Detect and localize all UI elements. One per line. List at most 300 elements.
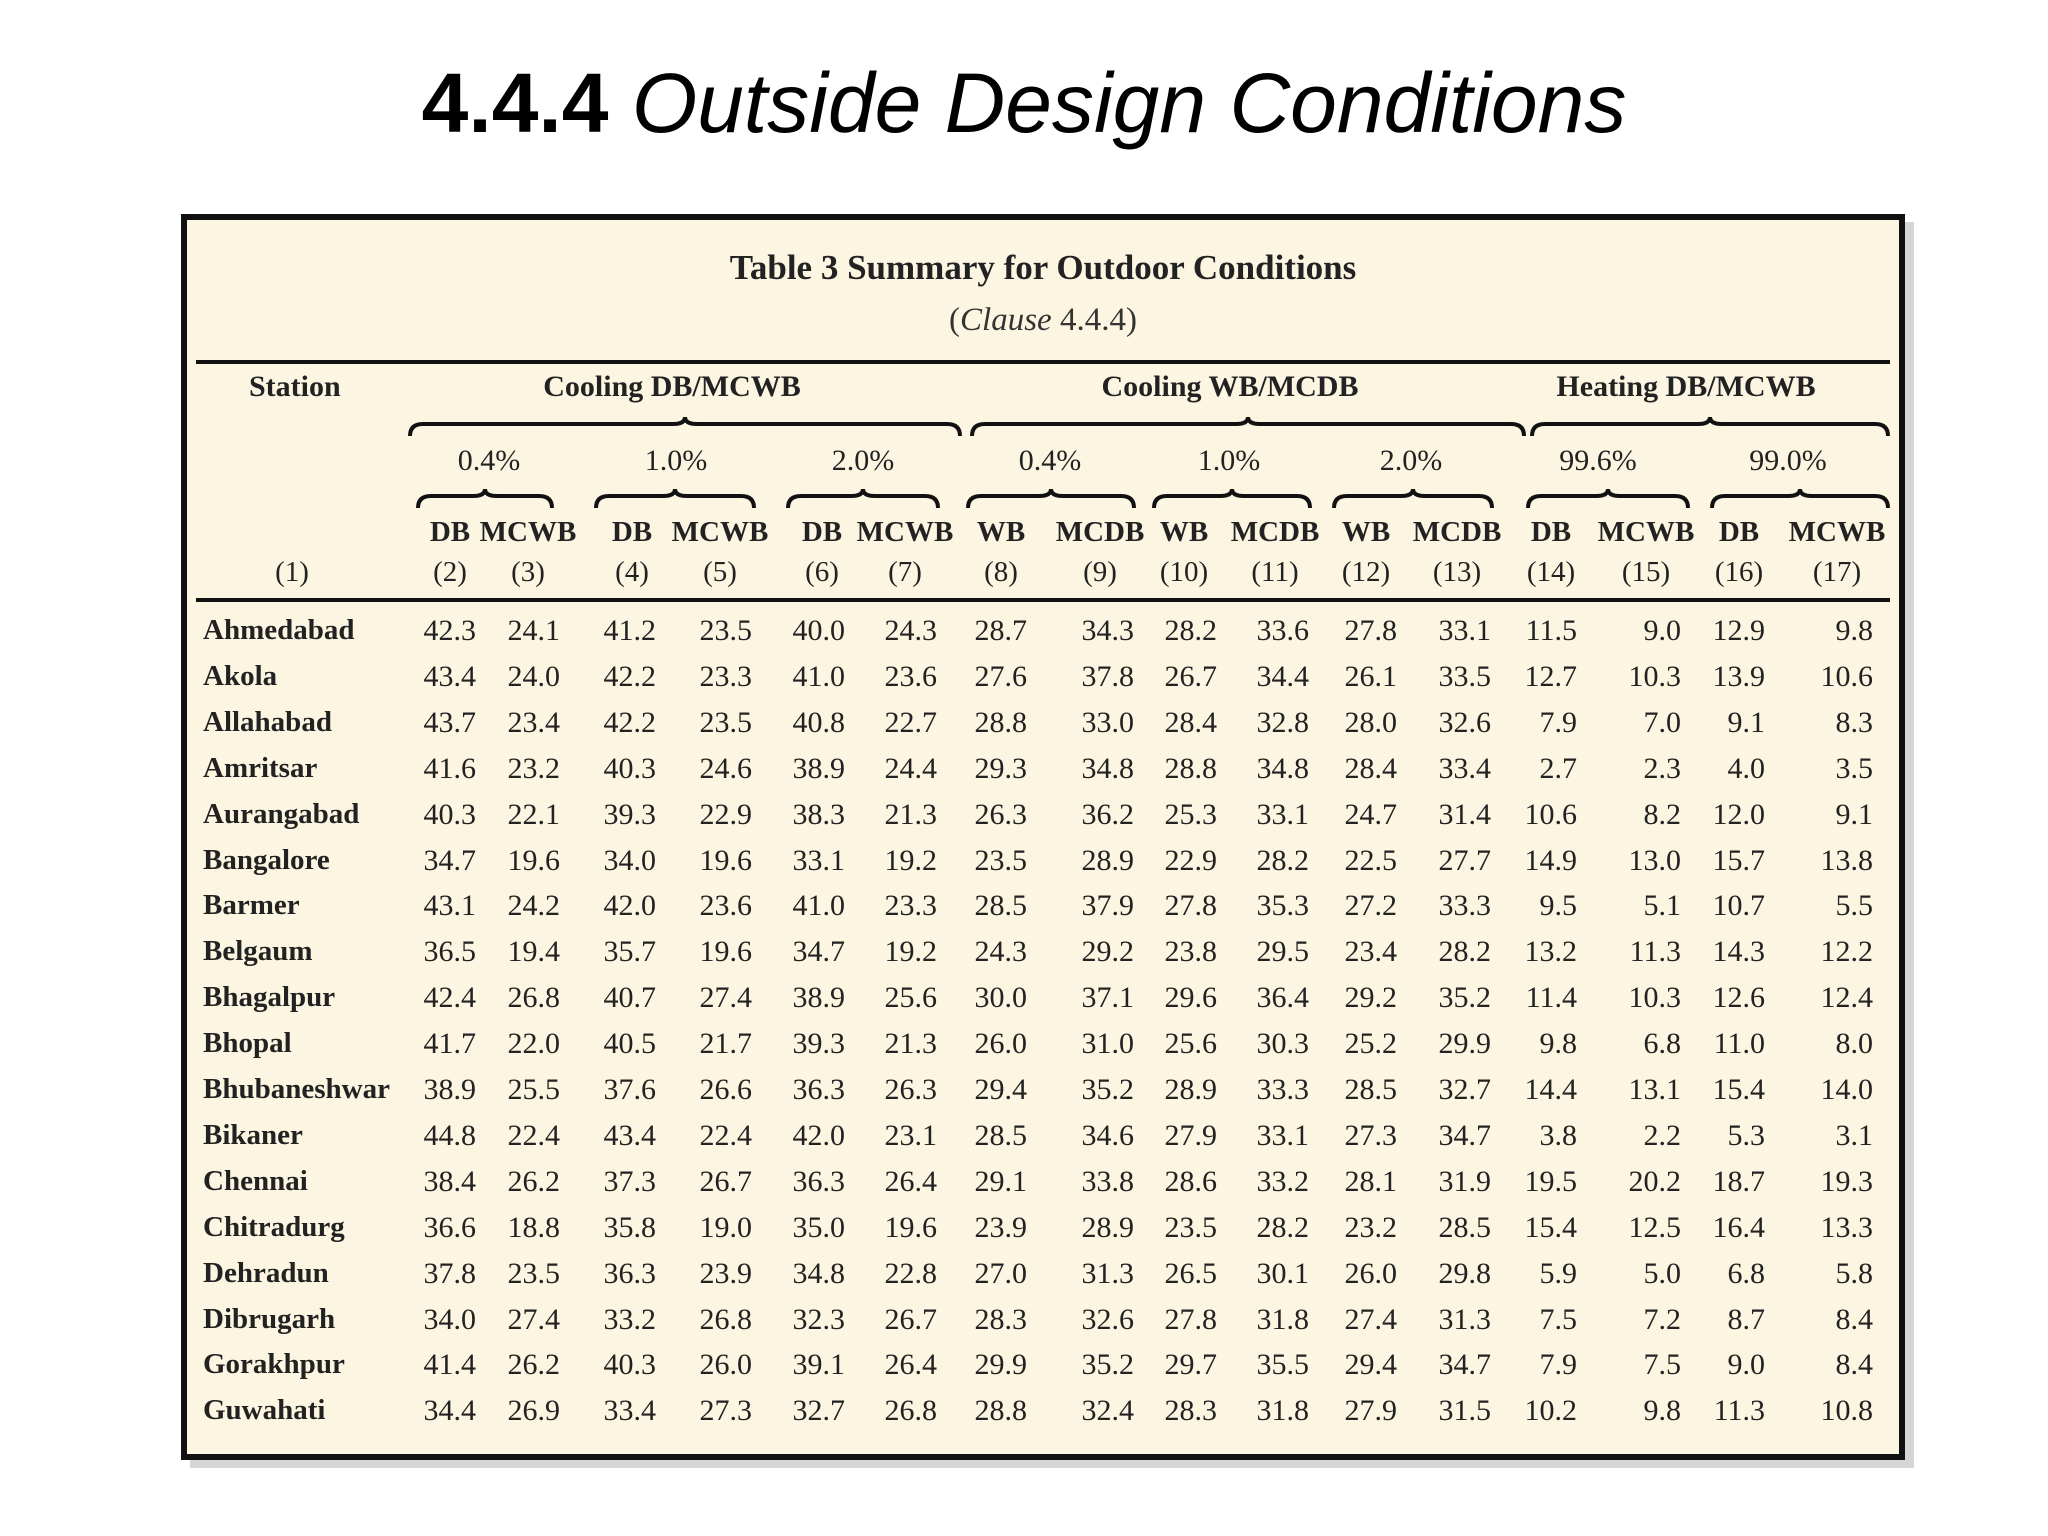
table-cell: 34.0 <box>603 843 656 877</box>
table-top-rule <box>196 360 1890 364</box>
table-row <box>187 752 1899 798</box>
table-cell: 39.3 <box>792 1027 845 1061</box>
table-cell: 40.3 <box>603 751 656 785</box>
table-row <box>187 844 1899 890</box>
table-cell: 9.8 <box>1835 614 1873 647</box>
table-cell: 26.8 <box>884 1394 937 1428</box>
table-cell: 26.2 <box>507 1164 560 1198</box>
table-cell: 27.8 <box>1344 614 1397 647</box>
column-header: MCWB <box>1788 516 1886 548</box>
table-cell: 26.0 <box>699 1348 752 1382</box>
table-cell: 9.5 <box>1539 889 1577 923</box>
table-cell: 29.8 <box>1438 1256 1491 1290</box>
table-cell: 28.8 <box>1164 751 1217 785</box>
column-number: (13) <box>1432 556 1482 588</box>
table-cell: 19.2 <box>884 843 937 877</box>
section-title: Outside Design Conditions <box>631 56 1627 150</box>
table-cell: 36.2 <box>1081 797 1134 831</box>
table-cell: 23.5 <box>699 614 752 647</box>
column-header: WB <box>976 516 1026 548</box>
table-cell: 34.3 <box>1081 614 1134 647</box>
column-header: MCWB <box>1597 516 1695 548</box>
table-cell: 9.1 <box>1727 705 1765 739</box>
table-cell: 22.9 <box>1164 843 1217 877</box>
table-cell: 40.0 <box>792 614 845 647</box>
percentile-brace <box>595 488 755 510</box>
table-cell: 26.2 <box>507 1348 560 1382</box>
table-cell: 21.3 <box>884 797 937 831</box>
table-cell: 4.0 <box>1727 751 1765 785</box>
table-cell: 12.2 <box>1820 935 1873 969</box>
table-cell: 19.6 <box>884 1210 937 1244</box>
column-header: DB <box>611 516 653 548</box>
percentile-header: 2.0% <box>1379 444 1443 477</box>
table-cell: 8.2 <box>1643 797 1681 831</box>
table-cell: 30.3 <box>1256 1027 1309 1061</box>
table-cell: 34.7 <box>792 935 845 969</box>
percentile-header: 0.4% <box>1018 444 1082 477</box>
table-cell: 31.8 <box>1256 1302 1309 1336</box>
table-cell: 33.6 <box>1256 614 1309 647</box>
table-cell: 34.0 <box>423 1302 476 1336</box>
table-cell: 11.4 <box>1525 981 1577 1015</box>
table-cell: 19.4 <box>507 935 560 969</box>
table-panel <box>181 214 1905 1460</box>
table-cell: 32.4 <box>1081 1394 1134 1428</box>
table-cell: 33.3 <box>1256 1073 1309 1106</box>
table-cell: 24.4 <box>884 751 937 785</box>
table-cell: 38.3 <box>792 797 845 831</box>
table-cell: 27.4 <box>699 981 752 1015</box>
table-cell: 32.6 <box>1081 1302 1134 1336</box>
column-header: WB <box>1159 516 1209 548</box>
subtitle-prefix: ( <box>949 302 961 338</box>
station-name: Bhubaneshwar <box>203 1073 390 1105</box>
table-cell: 35.2 <box>1438 981 1491 1015</box>
table-cell: 26.0 <box>974 1027 1027 1061</box>
station-name: Belgaum <box>203 935 313 968</box>
table-cell: 29.6 <box>1164 981 1217 1015</box>
table-cell: 9.0 <box>1643 614 1681 647</box>
table-cell: 39.1 <box>792 1348 845 1382</box>
table-cell: 35.0 <box>792 1210 845 1244</box>
table-cell: 8.0 <box>1835 1027 1873 1061</box>
table-cell: 15.7 <box>1712 843 1765 877</box>
percentile-brace <box>1527 488 1689 510</box>
table-cell: 14.0 <box>1820 1073 1873 1106</box>
table-cell: 10.6 <box>1820 659 1873 693</box>
table-cell: 10.7 <box>1712 889 1765 923</box>
table-cell: 9.8 <box>1643 1394 1681 1428</box>
table-cell: 3.1 <box>1835 1118 1873 1152</box>
table-row <box>187 706 1899 752</box>
table-row <box>187 614 1899 660</box>
column-header: MCDB <box>1055 516 1145 548</box>
table-cell: 34.6 <box>1081 1118 1134 1152</box>
table-row <box>187 1303 1899 1349</box>
station-name: Guwahati <box>203 1394 326 1427</box>
table-cell: 26.9 <box>507 1394 560 1428</box>
table-cell: 28.9 <box>1164 1073 1217 1106</box>
station-name: Allahabad <box>203 705 332 738</box>
table-cell: 18.8 <box>507 1210 560 1244</box>
table-cell: 11.3 <box>1713 1394 1765 1428</box>
table-row <box>187 981 1899 1027</box>
table-cell: 24.3 <box>884 614 937 647</box>
table-cell: 31.3 <box>1438 1302 1491 1336</box>
station-header: Station <box>249 370 341 403</box>
table-cell: 33.1 <box>792 843 845 877</box>
table-cell: 23.6 <box>699 889 752 923</box>
table-cell: 26.7 <box>699 1164 752 1198</box>
percentile-brace <box>417 488 553 510</box>
table-cell: 32.6 <box>1438 705 1491 739</box>
table-cell: 31.3 <box>1081 1256 1134 1290</box>
table-cell: 7.9 <box>1539 1348 1577 1382</box>
table-cell: 41.7 <box>423 1027 476 1061</box>
table-cell: 41.0 <box>792 659 845 693</box>
table-cell: 33.2 <box>1256 1164 1309 1198</box>
table-cell: 28.0 <box>1344 705 1397 739</box>
table-cell: 34.7 <box>1438 1118 1491 1152</box>
table-cell: 36.6 <box>423 1210 476 1244</box>
column-header: DB <box>1718 516 1760 548</box>
table-cell: 16.4 <box>1712 1210 1765 1244</box>
table-cell: 28.5 <box>974 1118 1027 1152</box>
table-row <box>187 889 1899 935</box>
column-number: (4) <box>615 556 649 588</box>
table-cell: 33.5 <box>1438 659 1491 693</box>
station-name: Chennai <box>203 1164 308 1197</box>
table-cell: 13.8 <box>1820 843 1873 877</box>
table-cell: 10.3 <box>1628 981 1681 1015</box>
table-cell: 11.3 <box>1629 935 1681 969</box>
table-cell: 38.9 <box>792 751 845 785</box>
table-cell: 9.0 <box>1727 1348 1765 1382</box>
percentile-brace <box>967 488 1135 510</box>
table-cell: 33.0 <box>1081 705 1134 739</box>
table-header-rule <box>196 598 1890 602</box>
table-cell: 8.7 <box>1727 1302 1765 1336</box>
table-cell: 29.9 <box>1438 1027 1491 1061</box>
table-cell: 26.8 <box>507 981 560 1015</box>
table-cell: 39.3 <box>603 797 656 831</box>
table-cell: 8.3 <box>1835 705 1873 739</box>
table-row <box>187 1119 1899 1165</box>
table-cell: 26.4 <box>884 1164 937 1198</box>
table-cell: 23.5 <box>974 843 1027 877</box>
group-header: Cooling WB/MCDB <box>1101 370 1359 403</box>
station-name: Barmer <box>203 889 300 922</box>
table-cell: 26.0 <box>1344 1256 1397 1290</box>
table-cell: 28.8 <box>974 1394 1027 1428</box>
table-cell: 25.2 <box>1344 1027 1397 1061</box>
table-row <box>187 798 1899 844</box>
column-header: DB <box>429 516 471 548</box>
table-cell: 27.6 <box>974 659 1027 693</box>
table-cell: 22.4 <box>699 1118 752 1152</box>
table-cell: 24.6 <box>699 751 752 785</box>
station-name: Gorakhpur <box>203 1348 345 1381</box>
table-cell: 3.5 <box>1835 751 1873 785</box>
table-cell: 22.8 <box>884 1256 937 1290</box>
percentile-header: 1.0% <box>644 444 708 477</box>
table-cell: 26.6 <box>699 1073 752 1106</box>
table-cell: 25.6 <box>884 981 937 1015</box>
table-cell: 27.8 <box>1164 1302 1217 1336</box>
table-cell: 3.8 <box>1539 1118 1577 1152</box>
table-cell: 26.8 <box>699 1302 752 1336</box>
table-cell: 22.9 <box>699 797 752 831</box>
table-cell: 31.4 <box>1438 797 1491 831</box>
percentile-header: 0.4% <box>457 444 521 477</box>
table-cell: 37.8 <box>1081 659 1134 693</box>
table-cell: 27.8 <box>1164 889 1217 923</box>
table-cell: 35.7 <box>603 935 656 969</box>
station-name: Aurangabad <box>203 797 360 830</box>
station-name: Bhagalpur <box>203 981 336 1014</box>
table-cell: 28.5 <box>1438 1210 1491 1244</box>
table-row <box>187 1394 1899 1440</box>
station-name: Bhopal <box>203 1027 292 1060</box>
column-number: (3) <box>511 556 545 588</box>
column-header: DB <box>1530 516 1572 548</box>
table-cell: 12.9 <box>1712 614 1765 647</box>
subtitle-clause: Clause <box>960 302 1052 338</box>
column-header: DB <box>801 516 843 548</box>
table-cell: 7.5 <box>1643 1348 1681 1382</box>
table-cell: 34.4 <box>423 1394 476 1428</box>
table-cell: 7.5 <box>1539 1302 1577 1336</box>
table-cell: 19.0 <box>699 1210 752 1244</box>
table-cell: 37.1 <box>1081 981 1134 1015</box>
table-cell: 25.3 <box>1164 797 1217 831</box>
column-number: (11) <box>1251 556 1299 588</box>
table-cell: 44.8 <box>423 1118 476 1152</box>
table-cell: 33.1 <box>1256 797 1309 831</box>
table-cell: 23.6 <box>884 659 937 693</box>
table-cell: 23.5 <box>1164 1210 1217 1244</box>
table-cell: 6.8 <box>1643 1027 1681 1061</box>
table-cell: 12.7 <box>1524 659 1577 693</box>
table-cell: 31.0 <box>1081 1027 1134 1061</box>
table-cell: 29.4 <box>974 1073 1027 1106</box>
table-cell: 28.3 <box>974 1302 1027 1336</box>
column-number: (7) <box>888 556 922 588</box>
table-cell: 5.0 <box>1643 1256 1681 1290</box>
table-cell: 31.8 <box>1256 1394 1309 1428</box>
table-cell: 12.4 <box>1820 981 1873 1015</box>
table-cell: 14.9 <box>1524 843 1577 877</box>
table-cell: 29.7 <box>1164 1348 1217 1382</box>
column-number: (12) <box>1341 556 1391 588</box>
table-cell: 34.8 <box>1081 751 1134 785</box>
table-cell: 24.7 <box>1344 797 1397 831</box>
table-cell: 37.9 <box>1081 889 1134 923</box>
table-cell: 10.8 <box>1820 1394 1873 1428</box>
table-cell: 29.3 <box>974 751 1027 785</box>
table-cell: 40.5 <box>603 1027 656 1061</box>
table-cell: 38.9 <box>423 1073 476 1106</box>
table-cell: 33.4 <box>1438 751 1491 785</box>
table-cell: 32.8 <box>1256 705 1309 739</box>
table-cell: 8.4 <box>1835 1302 1873 1336</box>
table-cell: 22.7 <box>884 705 937 739</box>
table-cell: 42.0 <box>792 1118 845 1152</box>
table-cell: 21.7 <box>699 1027 752 1061</box>
table-cell: 7.0 <box>1643 705 1681 739</box>
table-cell: 43.7 <box>423 705 476 739</box>
table-cell: 36.3 <box>603 1256 656 1290</box>
column-number: (2) <box>433 556 467 588</box>
table-cell: 42.0 <box>603 889 656 923</box>
table-cell: 40.7 <box>603 981 656 1015</box>
table-cell: 29.2 <box>1344 981 1397 1015</box>
percentile-brace <box>1153 488 1311 510</box>
table-cell: 22.0 <box>507 1027 560 1061</box>
table-cell: 37.6 <box>603 1073 656 1106</box>
table-cell: 26.7 <box>1164 659 1217 693</box>
table-cell: 27.3 <box>699 1394 752 1428</box>
table-cell: 28.9 <box>1081 1210 1134 1244</box>
table-cell: 26.7 <box>884 1302 937 1336</box>
table-cell: 9.8 <box>1539 1027 1577 1061</box>
table-cell: 40.8 <box>792 705 845 739</box>
table-cell: 19.6 <box>507 843 560 877</box>
table-cell: 19.5 <box>1524 1164 1577 1198</box>
table-cell: 27.7 <box>1438 843 1491 877</box>
table-cell: 36.4 <box>1256 981 1309 1015</box>
column-number: (8) <box>984 556 1018 588</box>
table-cell: 23.5 <box>699 705 752 739</box>
table-cell: 25.6 <box>1164 1027 1217 1061</box>
percentile-header: 1.0% <box>1197 444 1261 477</box>
percentile-header: 2.0% <box>831 444 895 477</box>
table-cell: 33.1 <box>1256 1118 1309 1152</box>
group-brace <box>409 416 961 438</box>
table-cell: 23.2 <box>507 751 560 785</box>
table-row <box>187 1073 1899 1119</box>
table-cell: 23.2 <box>1344 1210 1397 1244</box>
table-cell: 18.7 <box>1712 1164 1765 1198</box>
column-number: (14) <box>1526 556 1576 588</box>
table-cell: 37.3 <box>603 1164 656 1198</box>
station-name: Chitradurg <box>203 1210 345 1243</box>
table-cell: 13.1 <box>1628 1073 1681 1106</box>
table-cell: 14.3 <box>1712 935 1765 969</box>
table-cell: 28.1 <box>1344 1164 1397 1198</box>
station-name: Ahmedabad <box>203 614 355 646</box>
table-cell: 26.3 <box>974 797 1027 831</box>
table-row <box>187 1165 1899 1211</box>
table-cell: 20.2 <box>1628 1164 1681 1198</box>
percentile-header: 99.6% <box>1559 444 1637 477</box>
table-cell: 21.3 <box>884 1027 937 1061</box>
table-cell: 22.4 <box>507 1118 560 1152</box>
table-cell: 29.2 <box>1081 935 1134 969</box>
table-cell: 28.2 <box>1438 935 1491 969</box>
table-cell: 38.4 <box>423 1164 476 1198</box>
table-cell: 28.6 <box>1164 1164 1217 1198</box>
table-cell: 35.3 <box>1256 889 1309 923</box>
table-cell: 7.2 <box>1643 1302 1681 1336</box>
table-cell: 27.0 <box>974 1256 1027 1290</box>
table-cell: 41.6 <box>423 751 476 785</box>
table-cell: 14.4 <box>1524 1073 1577 1106</box>
column-number: (6) <box>805 556 839 588</box>
table-cell: 8.4 <box>1835 1348 1873 1382</box>
table-cell: 32.7 <box>1438 1073 1491 1106</box>
table-cell: 43.1 <box>423 889 476 923</box>
station-name: Dibrugarh <box>203 1302 336 1335</box>
table-cell: 30.0 <box>974 981 1027 1015</box>
table-cell: 26.1 <box>1344 659 1397 693</box>
station-name: Amritsar <box>203 751 318 784</box>
table-cell: 28.4 <box>1344 751 1397 785</box>
table-cell: 29.9 <box>974 1348 1027 1382</box>
table-cell: 28.9 <box>1081 843 1134 877</box>
table-cell: 13.9 <box>1712 659 1765 693</box>
table-cell: 34.7 <box>1438 1348 1491 1382</box>
table-cell: 23.9 <box>699 1256 752 1290</box>
table-cell: 27.4 <box>507 1302 560 1336</box>
table-cell: 10.6 <box>1524 797 1577 831</box>
column-number: (16) <box>1714 556 1764 588</box>
table-cell: 23.4 <box>507 705 560 739</box>
table-cell: 13.2 <box>1524 935 1577 969</box>
group-brace <box>1531 416 1889 438</box>
table-cell: 7.9 <box>1539 705 1577 739</box>
table-cell: 31.5 <box>1438 1394 1491 1428</box>
group-header: Cooling DB/MCWB <box>543 370 801 403</box>
group-header: Heating DB/MCWB <box>1556 370 1816 403</box>
table-cell: 19.2 <box>884 935 937 969</box>
table-cell: 40.3 <box>603 1348 656 1382</box>
table-subtitle <box>187 302 1899 339</box>
table-cell: 35.2 <box>1081 1348 1134 1382</box>
table-cell: 10.3 <box>1628 659 1681 693</box>
group-brace <box>971 416 1525 438</box>
table-cell: 19.6 <box>699 843 752 877</box>
table-cell: 28.5 <box>1344 1073 1397 1106</box>
table-row <box>187 1348 1899 1394</box>
station-name: Bikaner <box>203 1118 303 1151</box>
table-cell: 28.4 <box>1164 705 1217 739</box>
table-cell: 32.7 <box>792 1394 845 1428</box>
table-cell: 5.5 <box>1835 889 1873 923</box>
table-cell: 2.3 <box>1643 751 1681 785</box>
table-cell: 28.2 <box>1256 1210 1309 1244</box>
subtitle-suffix: 4.4.4) <box>1051 302 1137 338</box>
percentile-header: 99.0% <box>1749 444 1827 477</box>
column-header: WB <box>1341 516 1391 548</box>
table-cell: 26.4 <box>884 1348 937 1382</box>
percentile-brace <box>787 488 939 510</box>
table-cell: 41.4 <box>423 1348 476 1382</box>
table-cell: 11.0 <box>1713 1027 1765 1061</box>
table-cell: 23.1 <box>884 1118 937 1152</box>
table-cell: 24.1 <box>507 614 560 647</box>
page-title <box>0 55 2048 152</box>
table-cell: 15.4 <box>1712 1073 1765 1106</box>
table-cell: 34.8 <box>1256 751 1309 785</box>
table-cell: 29.4 <box>1344 1348 1397 1382</box>
station-column-number: (1) <box>275 556 309 588</box>
table-cell: 28.3 <box>1164 1394 1217 1428</box>
table-cell: 12.0 <box>1712 797 1765 831</box>
table-row <box>187 1257 1899 1303</box>
table-cell: 13.3 <box>1820 1210 1873 1244</box>
